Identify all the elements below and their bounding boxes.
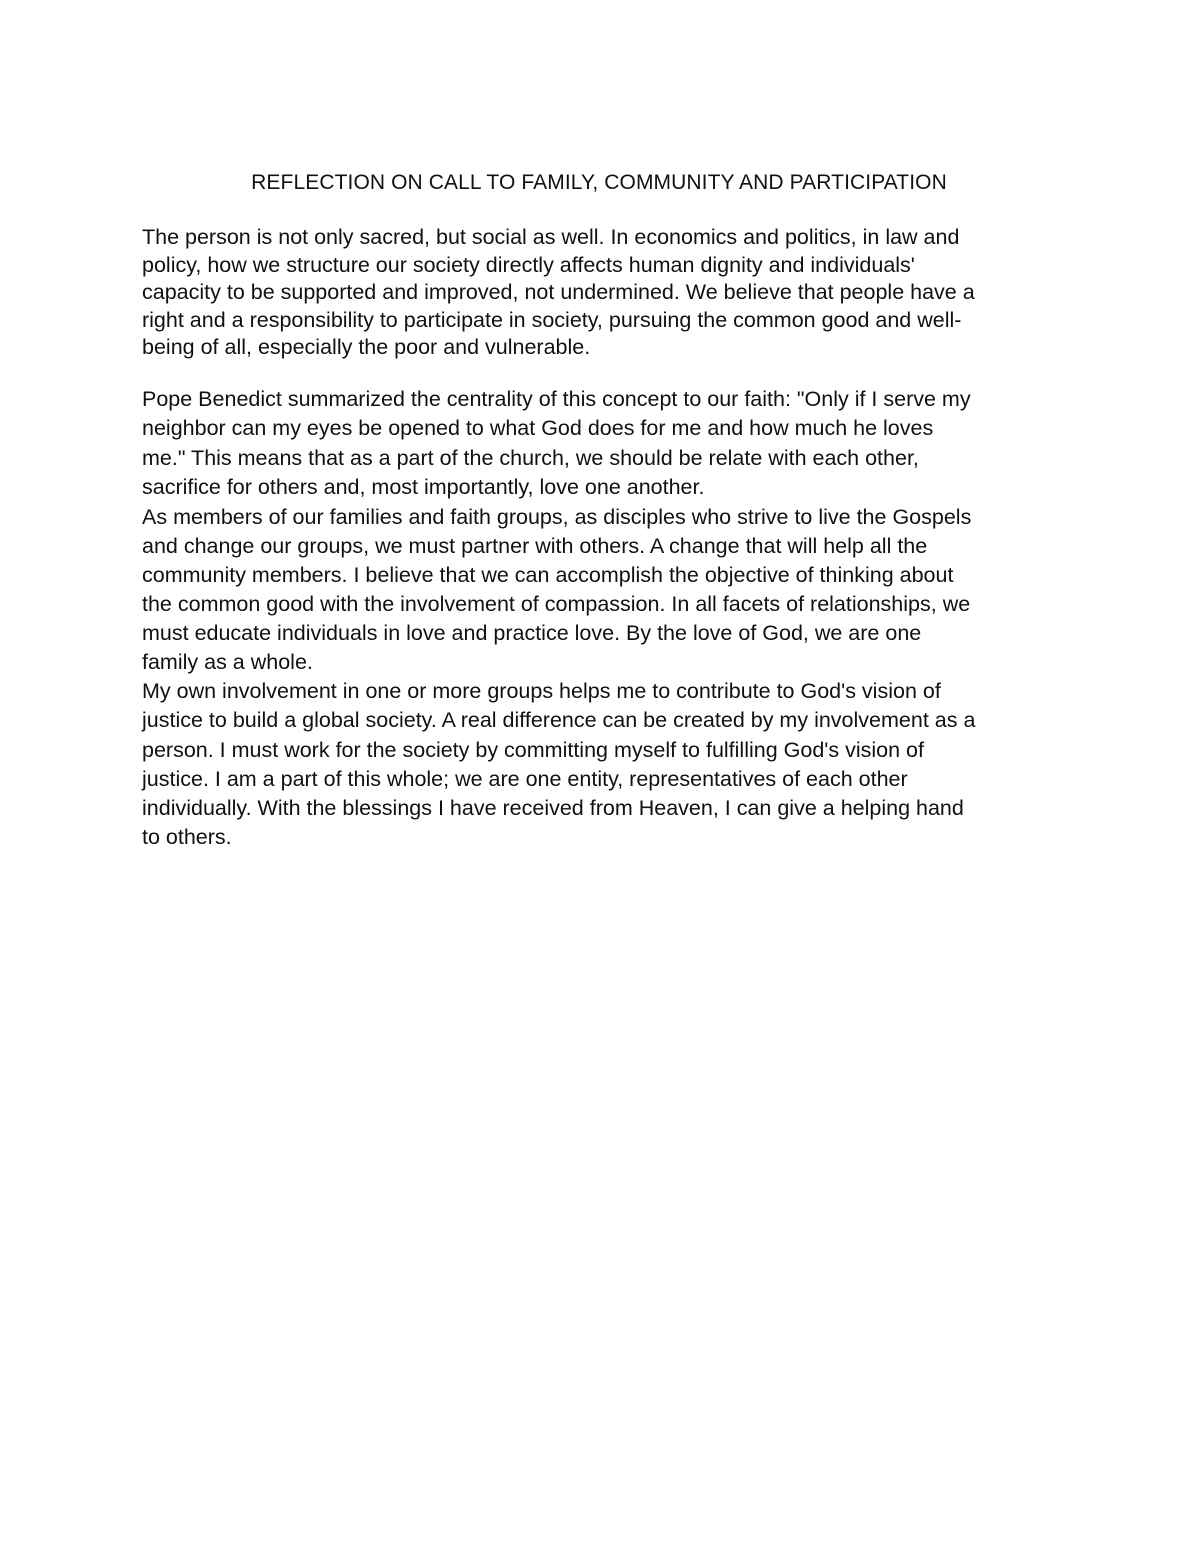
paragraph-line: the common good with the involvement of compassion. In all facets of relationships, we (142, 592, 971, 617)
paragraph-line: capacity to be supported and improved, not undermined. We believe that people have a (142, 280, 975, 304)
paragraph-3 (142, 503, 1072, 678)
paragraph-line: me." This means that as a part of the church, we should be relate with each other, (142, 445, 919, 470)
paragraph-line: community members. I believe that we can accomplish the objective of thinking about (142, 563, 954, 588)
paragraph-line: person. I must work for the society by committing myself to fulfilling God's vision of (142, 737, 924, 762)
paragraph-line: policy, how we structure our society directly affects human dignity and individuals' (142, 252, 915, 277)
paragraph-line: family as a whole. (142, 650, 313, 675)
paragraph-line: must educate individuals in love and practice love. By the love of God, we are one (142, 621, 922, 646)
paragraph-line: The person is not only sacred, but social as well. In economics and politics, in law and (142, 225, 960, 249)
paragraph-line: individually. With the blessings I have received from Heaven, I can give a helping hand (142, 796, 964, 821)
document-title: REFLECTION ON CALL TO FAMILY, COMMUNITY AND PARTICIPATION (251, 171, 947, 194)
paragraph-2 (142, 385, 1072, 502)
paragraph-line: right and a responsibility to participate in society, pursuing the common good and well- (142, 307, 962, 332)
paragraph-line: to others. (142, 825, 232, 850)
paragraph-line: Pope Benedict summarized the centrality of this concept to our faith: "Only if I serve my (142, 387, 971, 411)
paragraph-line: and change our groups, we must partner with others. A change that will help all the (142, 534, 928, 559)
paragraph-1 (142, 224, 1072, 362)
paragraph-line: neighbor can my eyes be opened to what God does for me and how much he loves (142, 416, 934, 441)
paragraph-4 (142, 677, 1072, 853)
paragraph-line: As members of our families and faith groups, as disciples who strive to live the Gospels (142, 505, 972, 529)
paragraph-line: My own involvement in one or more groups helps me to contribute to God's vision of (142, 679, 941, 703)
paragraph-line: sacrifice for others and, most importantly, love one another. (142, 474, 705, 499)
paragraph-line: being of all, especially the poor and vulnerable. (142, 335, 591, 359)
paragraph-line: justice to build a global society. A real difference can be created by my involvement as a (142, 708, 976, 733)
paragraph-line: justice. I am a part of this whole; we are one entity, representatives of each other (142, 766, 908, 791)
